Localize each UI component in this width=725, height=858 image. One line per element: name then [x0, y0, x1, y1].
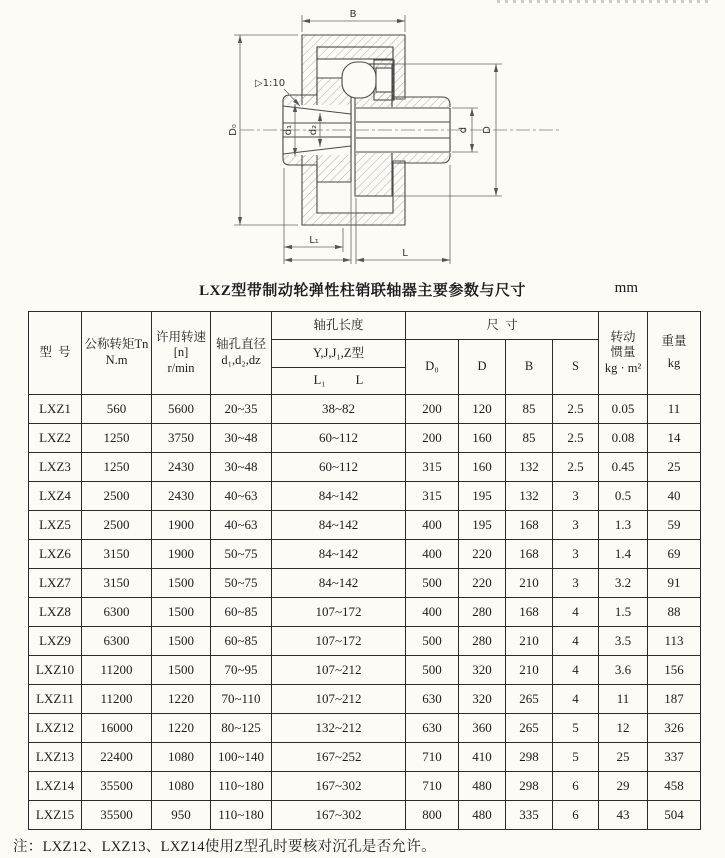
bore-line1: 轴孔直径	[215, 337, 266, 352]
cell-bore-length: 84~142	[272, 540, 406, 569]
cell-inertia: 29	[599, 772, 648, 801]
cell-bore-length: 167~302	[272, 801, 406, 830]
cell-inertia: 12	[599, 714, 648, 743]
cell-weight: 11	[648, 395, 701, 424]
cell-torque: 1250	[82, 453, 152, 482]
cell-weight: 14	[648, 424, 701, 453]
cell-torque: 35500	[82, 801, 152, 830]
dim-label-B: B	[349, 9, 357, 20]
cell-D: 280	[459, 598, 506, 627]
cell-D0: 400	[406, 540, 459, 569]
col-header-bore-length: 轴孔长度	[272, 312, 406, 340]
dim-label-D0: D₀	[228, 124, 239, 136]
cell-model: LXZ8	[29, 598, 82, 627]
cell-speed: 1220	[152, 714, 211, 743]
cell-weight: 113	[648, 627, 701, 656]
taper-label: ▷1:10	[255, 78, 286, 89]
col-header-model: 型 号	[29, 312, 82, 395]
dim-label-d2: d₂	[308, 124, 319, 136]
col-header-torque	[82, 312, 152, 395]
cell-bore-length: 60~112	[272, 453, 406, 482]
cell-bore-length: 167~252	[272, 743, 406, 772]
cell-S: 4	[553, 598, 599, 627]
cell-weight: 69	[648, 540, 701, 569]
cell-weight: 187	[648, 685, 701, 714]
cell-B: 168	[506, 540, 553, 569]
inertia-line1: 转动	[610, 329, 636, 344]
cell-D: 410	[459, 743, 506, 772]
cell-bore-length: 84~142	[272, 482, 406, 511]
cell-inertia: 0.5	[599, 482, 648, 511]
cell-D: 480	[459, 801, 506, 830]
cell-bore-diameter: 110~180	[211, 772, 272, 801]
cell-D: 480	[459, 772, 506, 801]
col-header-inertia	[599, 312, 648, 395]
cell-D: 120	[459, 395, 506, 424]
cell-inertia: 3.2	[599, 569, 648, 598]
cell-model: LXZ13	[29, 743, 82, 772]
cell-weight: 25	[648, 453, 701, 482]
cell-speed: 3750	[152, 424, 211, 453]
cell-model: LXZ11	[29, 685, 82, 714]
cell-speed: 950	[152, 801, 211, 830]
cell-speed: 1500	[152, 569, 211, 598]
table-row	[29, 714, 701, 743]
cell-model: LXZ10	[29, 656, 82, 685]
cell-speed: 5600	[152, 395, 211, 424]
cell-D0: 500	[406, 569, 459, 598]
cell-bore-length: 107~212	[272, 656, 406, 685]
cell-D: 320	[459, 656, 506, 685]
cell-torque: 11200	[82, 685, 152, 714]
cell-bore-diameter: 100~140	[211, 743, 272, 772]
table-row	[29, 772, 701, 801]
cell-S: 4	[553, 685, 599, 714]
cell-model: LXZ14	[29, 772, 82, 801]
table-row	[29, 743, 701, 772]
table-row	[29, 540, 701, 569]
cell-inertia: 1.3	[599, 511, 648, 540]
coupling-section-drawing	[0, 2, 725, 279]
cell-bore-diameter: 50~75	[211, 540, 272, 569]
cell-weight: 458	[648, 772, 701, 801]
cell-D: 220	[459, 540, 506, 569]
cell-S: 3	[553, 569, 599, 598]
cell-inertia: 0.45	[599, 453, 648, 482]
dim-label-d: d	[458, 126, 469, 134]
cell-B: 210	[506, 569, 553, 598]
cell-D: 360	[459, 714, 506, 743]
cell-speed: 1080	[152, 743, 211, 772]
cell-D: 320	[459, 685, 506, 714]
cell-weight: 337	[648, 743, 701, 772]
cell-model: LXZ5	[29, 511, 82, 540]
cell-B: 85	[506, 395, 553, 424]
cell-D0: 500	[406, 627, 459, 656]
cell-speed: 1900	[152, 511, 211, 540]
cell-D: 195	[459, 511, 506, 540]
cell-S: 6	[553, 772, 599, 801]
cell-bore-diameter: 70~95	[211, 656, 272, 685]
cell-B: 168	[506, 598, 553, 627]
cell-S: 2.5	[553, 453, 599, 482]
speed-line1: 许用转速	[155, 329, 206, 344]
col-header-D0: D₀	[406, 340, 459, 395]
dim-label-L1: L₁	[309, 235, 319, 246]
unit-label: mm	[614, 280, 638, 296]
table-row	[29, 598, 701, 627]
cell-torque: 2500	[82, 482, 152, 511]
cell-D0: 200	[406, 395, 459, 424]
cell-inertia: 0.08	[599, 424, 648, 453]
coupling-drawing-svg	[0, 2, 725, 274]
cell-D: 160	[459, 453, 506, 482]
cell-weight: 156	[648, 656, 701, 685]
cell-D0: 315	[406, 482, 459, 511]
cell-torque: 16000	[82, 714, 152, 743]
cell-bore-diameter: 80~125	[211, 714, 272, 743]
cell-torque: 560	[82, 395, 152, 424]
cell-model: LXZ7	[29, 569, 82, 598]
cell-bore-diameter: 40~63	[211, 482, 272, 511]
col-header-speed	[152, 312, 211, 395]
table-row	[29, 801, 701, 830]
cell-D0: 630	[406, 685, 459, 714]
table-row	[29, 627, 701, 656]
cell-bore-diameter: 20~35	[211, 395, 272, 424]
cell-bore-length: 60~112	[272, 424, 406, 453]
cell-speed: 1220	[152, 685, 211, 714]
cell-D: 195	[459, 482, 506, 511]
cell-D0: 710	[406, 743, 459, 772]
cell-model: LXZ1	[29, 395, 82, 424]
cell-D0: 800	[406, 801, 459, 830]
cell-torque: 6300	[82, 598, 152, 627]
cell-B: 298	[506, 743, 553, 772]
cell-model: LXZ3	[29, 453, 82, 482]
cell-inertia: 0.05	[599, 395, 648, 424]
cell-torque: 3150	[82, 540, 152, 569]
header-L: L	[355, 373, 364, 388]
torque-line1: 公称转矩Tn	[84, 337, 149, 352]
cell-torque: 6300	[82, 627, 152, 656]
cell-D: 220	[459, 569, 506, 598]
cell-inertia: 3.5	[599, 627, 648, 656]
cell-torque: 22400	[82, 743, 152, 772]
cell-inertia: 1.4	[599, 540, 648, 569]
cell-S: 2.5	[553, 424, 599, 453]
col-header-L1-L	[272, 368, 406, 395]
cell-B: 132	[506, 453, 553, 482]
weight-line1: 重量	[661, 334, 687, 349]
cell-bore-length: 132~212	[272, 714, 406, 743]
bore-line2: d₁,d₂,dz	[221, 353, 261, 367]
table-row	[29, 685, 701, 714]
cell-B: 210	[506, 627, 553, 656]
cell-B: 168	[506, 511, 553, 540]
cell-speed: 1500	[152, 656, 211, 685]
cell-speed: 1500	[152, 598, 211, 627]
cell-speed: 1900	[152, 540, 211, 569]
cell-speed: 2430	[152, 453, 211, 482]
cell-speed: 1500	[152, 627, 211, 656]
cell-D0: 400	[406, 598, 459, 627]
cell-B: 210	[506, 656, 553, 685]
cell-bore-length: 107~172	[272, 598, 406, 627]
cell-S: 3	[553, 482, 599, 511]
table-row	[29, 511, 701, 540]
cell-torque: 1250	[82, 424, 152, 453]
col-header-dimensions: 尺 寸	[406, 312, 599, 340]
cell-bore-diameter: 70~110	[211, 685, 272, 714]
cell-inertia: 43	[599, 801, 648, 830]
cell-model: LXZ12	[29, 714, 82, 743]
cell-bore-length: 167~302	[272, 772, 406, 801]
cell-B: 298	[506, 772, 553, 801]
dim-label-D: D	[482, 126, 493, 134]
col-header-D: D	[459, 340, 506, 395]
header-L1: L₁	[313, 373, 326, 388]
table-row	[29, 482, 701, 511]
dim-label-L: L	[402, 248, 408, 259]
cell-weight: 88	[648, 598, 701, 627]
table-row	[29, 656, 701, 685]
cell-bore-diameter: 30~48	[211, 453, 272, 482]
cell-D0: 630	[406, 714, 459, 743]
torque-line2: N.m	[105, 353, 128, 367]
cell-S: 6	[553, 801, 599, 830]
cell-speed: 1080	[152, 772, 211, 801]
table-row	[29, 395, 701, 424]
cell-bore-diameter: 110~180	[211, 801, 272, 830]
table-header	[29, 312, 701, 395]
col-header-B: B	[506, 340, 553, 395]
cell-B: 265	[506, 714, 553, 743]
cell-B: 265	[506, 685, 553, 714]
cell-bore-length: 38~82	[272, 395, 406, 424]
inertia-line2: 惯量	[610, 345, 636, 360]
cell-S: 4	[553, 627, 599, 656]
cell-S: 3	[553, 540, 599, 569]
page-title: LXZ型带制动轮弹性柱销联轴器主要参数与尺寸	[199, 283, 526, 299]
cell-bore-diameter: 40~63	[211, 511, 272, 540]
cell-D0: 400	[406, 511, 459, 540]
cell-weight: 504	[648, 801, 701, 830]
cell-bore-length: 107~172	[272, 627, 406, 656]
cell-torque: 11200	[82, 656, 152, 685]
cell-bore-length: 84~142	[272, 511, 406, 540]
col-header-hole-types: Y,J,J₁,Z型	[272, 340, 406, 368]
cell-torque: 3150	[82, 569, 152, 598]
cell-weight: 59	[648, 511, 701, 540]
cell-D0: 500	[406, 656, 459, 685]
cell-model: LXZ9	[29, 627, 82, 656]
cell-model: LXZ2	[29, 424, 82, 453]
cell-weight: 91	[648, 569, 701, 598]
cell-bore-length: 84~142	[272, 569, 406, 598]
cell-D: 280	[459, 627, 506, 656]
cell-model: LXZ4	[29, 482, 82, 511]
cell-speed: 2430	[152, 482, 211, 511]
title-bar	[0, 279, 725, 301]
cell-inertia: 3.6	[599, 656, 648, 685]
inertia-line3: kg · m²	[604, 360, 642, 375]
dim-label-d1: d₁	[283, 124, 294, 136]
cell-S: 5	[553, 743, 599, 772]
cell-bore-length: 107~212	[272, 685, 406, 714]
cell-D0: 315	[406, 453, 459, 482]
cell-S: 5	[553, 714, 599, 743]
cell-inertia: 25	[599, 743, 648, 772]
cell-B: 132	[506, 482, 553, 511]
table-row	[29, 424, 701, 453]
cell-inertia: 11	[599, 685, 648, 714]
table-row	[29, 453, 701, 482]
cell-torque: 2500	[82, 511, 152, 540]
cell-S: 3	[553, 511, 599, 540]
col-header-S: S	[553, 340, 599, 395]
cell-bore-diameter: 50~75	[211, 569, 272, 598]
footnote: 注：LXZ12、LXZ13、LXZ14使用Z型孔时要核对沉孔是否允许。	[13, 839, 436, 855]
cell-inertia: 1.5	[599, 598, 648, 627]
cell-B: 85	[506, 424, 553, 453]
cell-torque: 35500	[82, 772, 152, 801]
speed-line3: r/min	[167, 360, 195, 375]
cell-D0: 710	[406, 772, 459, 801]
col-header-weight	[648, 312, 701, 395]
cell-S: 2.5	[553, 395, 599, 424]
cell-D: 160	[459, 424, 506, 453]
parameter-table	[28, 311, 701, 830]
cell-bore-diameter: 60~85	[211, 598, 272, 627]
cell-model: LXZ6	[29, 540, 82, 569]
table-body	[29, 395, 701, 830]
cell-bore-diameter: 30~48	[211, 424, 272, 453]
col-header-bore-diameter	[211, 312, 272, 395]
cell-D0: 200	[406, 424, 459, 453]
weight-line2: kg	[667, 356, 681, 370]
table-row	[29, 569, 701, 598]
cell-S: 4	[553, 656, 599, 685]
cell-weight: 40	[648, 482, 701, 511]
cell-bore-diameter: 60~85	[211, 627, 272, 656]
cell-B: 335	[506, 801, 553, 830]
speed-line2: [n]	[173, 345, 189, 360]
cell-weight: 326	[648, 714, 701, 743]
cell-model: LXZ15	[29, 801, 82, 830]
